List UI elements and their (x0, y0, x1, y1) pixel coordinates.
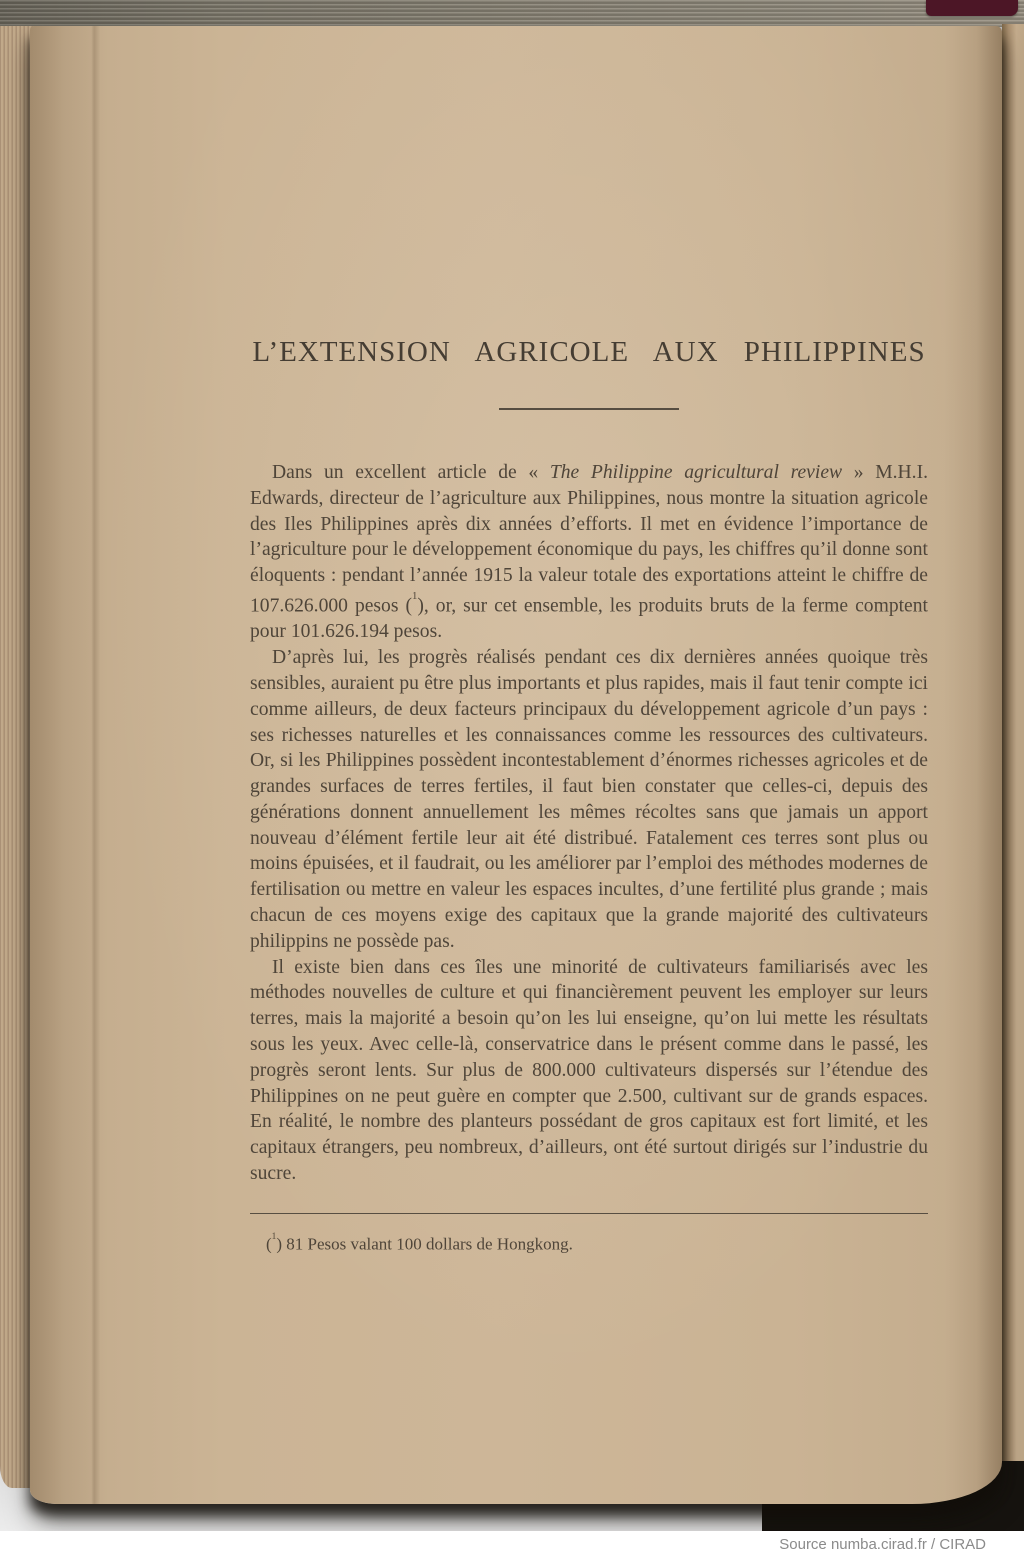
book-page (30, 26, 1002, 1504)
paragraph-1 (250, 460, 928, 645)
top-page-edges (0, 0, 1024, 27)
footnote-marker-open: ( (266, 1234, 272, 1254)
paragraph-1-lead: Dans un excellent article de « (272, 462, 550, 483)
paragraph-1-mid: » M.H.I. Edwards, directeur de l’agriculture aux Philippines, nous montre la situation agricole des Iles Philippines après dix années d’efforts. Il met en évidence l’importance de l’agriculture pour le développement économique du pays, les chiffres qu’il donne sont éloquents : pendant l’année 1915 la valeur totale des exportations atteint le chiffre de 107.626.000 pesos ( (250, 462, 929, 617)
footnote-ref-1: 1 (411, 590, 418, 603)
page-title: L’EXTENSION AGRICOLE AUX PHILIPPINES (252, 336, 926, 368)
book-cover-corner-icon (926, 0, 1018, 16)
title-divider (499, 408, 679, 410)
page-content (250, 26, 928, 1256)
footnote-text: ) 81 Pesos valant 100 dollars de Hongkong. (276, 1234, 573, 1254)
left-page-edge-stack (0, 26, 34, 1488)
paragraph-3: Il existe bien dans ces îles une minorité de cultivateurs familiarisés avec les méthodes nouvelles de culture et qui financièrement peuvent les employer sur leurs terres, mais la majorité a besoin qu’on les lui enseigne, qu’on lui mette les résultats sous les yeux. Avec celle-là, conservatrice dans le présent comme dans le passé, les progrès seront lents. Sur plus de 800.000 cultivateurs dispersés sur l’étendue des Philippines on ne peut guère en compter que 2.500, cultivant sur de grands espaces. En réalité, le nombre des planteurs possédant de gros capitaux est fort limité, et les capitaux étrangers, peu nombreux, d’ailleurs, ont été surtout dirigés sur l’industrie du sucre. (250, 956, 928, 1185)
source-text: Source numba.cirad.fr / CIRAD (779, 1535, 986, 1553)
journal-title-italic: The Philippine agricultural review (549, 462, 843, 483)
footnote (250, 1230, 928, 1256)
adjacent-page-edge (1002, 24, 1024, 1461)
footnote-marker-ref: 1 (271, 1231, 277, 1242)
paragraph-2: D’après lui, les progrès réalisés pendant ces dix dernières années quoique très sensibles, auraient pu être plus importants et plus rapides, mais il faut tenir compte ici comme ailleurs, de deux facteurs principaux du développement agricole d’un pays : ses richesses naturelles et les connaissances comme les ressources des cultivateurs. Or, si les Philippines possèdent incontestablement d’énormes richesses agricoles et de grandes surfaces de terres fertiles, il faut bien constater que celles-ci, depuis des générations donnent annuellement les mêmes récoltes sans que jamais un apport nouveau d’élément fertile leur ait été distribué. Fatalement ces terres sont plus ou moins épuisées, et il faudrait, ou les améliorer par l’emploi des méthodes modernes de fertilisation ou mettre en valeur les espaces incultes, d’une fertilité plus grande ; mais chacun de ces moyens exige des capitaux que la grande majorité des cultivateurs philippins ne possède pas. (250, 647, 928, 952)
footnote-divider (250, 1213, 928, 1214)
paragraph-1-tail: ), or, sur cet ensemble, les produits bruts de la ferme comptent pour 101.626.194 pesos. (250, 595, 928, 643)
source-bar (0, 1531, 1024, 1557)
